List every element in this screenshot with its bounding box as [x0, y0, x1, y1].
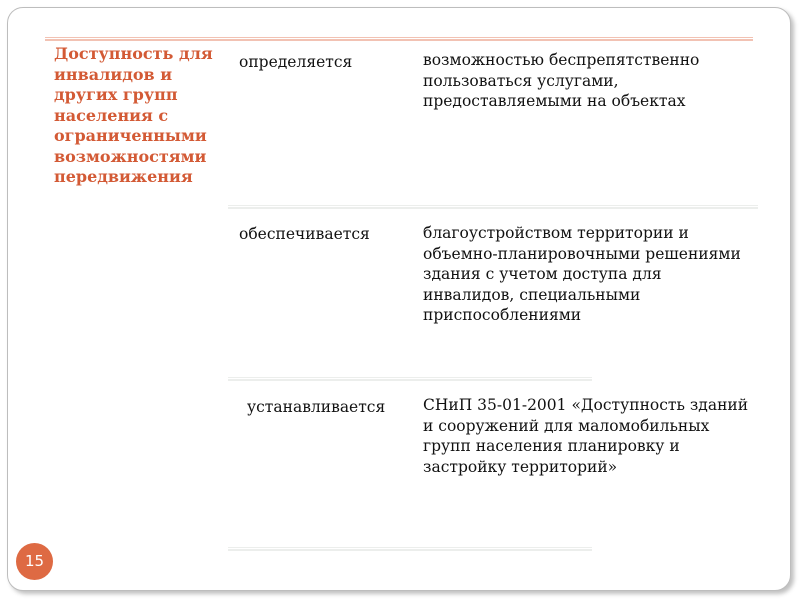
- row-value-ensured: благоустройством территории и объемно-планировочными решениями здания с учетом доступа для инвалидов, специальными приспособлениями: [423, 224, 741, 324]
- row-label-ensured: обеспечивается: [239, 225, 370, 243]
- row-value-established: СНиП 35-01-2001 «Доступность зданий и сооружений для маломобильных групп населения планировку и застройку территорий»: [423, 396, 749, 476]
- row-divider: [228, 377, 592, 381]
- row-label-established: устанавливается: [247, 398, 386, 416]
- row-value-defined: возможностью беспрепятственно пользоваться услугами, предоставляемыми на объектах: [423, 51, 700, 110]
- row-label-defined: определяется: [239, 53, 353, 71]
- row-divider: [228, 547, 592, 551]
- slide-heading: Доступность для инвалидов и других групп населения с ограниченными возможностями передвижения: [54, 44, 213, 186]
- page-number-badge: 15: [16, 543, 53, 580]
- top-divider: [45, 37, 753, 41]
- row-divider: [228, 205, 758, 209]
